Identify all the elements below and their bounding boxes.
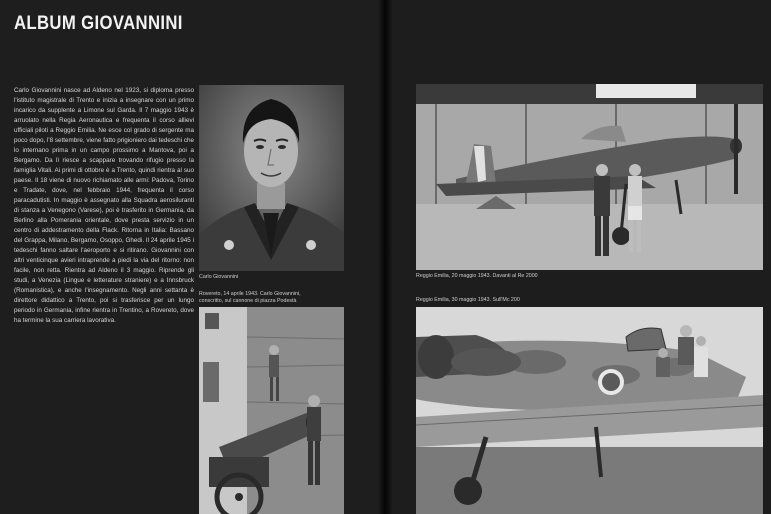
portrait-image — [199, 85, 344, 271]
cannon-photo — [199, 307, 344, 514]
mc200-image — [416, 307, 763, 514]
right-page — [393, 0, 771, 514]
portrait-caption: Carlo Giovannini — [199, 274, 239, 280]
cannon-image — [199, 307, 344, 514]
plane-photo-re2000 — [416, 84, 763, 270]
page-title: ALBUM GIOVANNINI — [14, 13, 183, 34]
cannon-caption-line2: conscritto, sul cannone di piazza Podestà — [199, 298, 297, 304]
plane1-caption: Reggio Emilia, 20 maggio 1943. Davanti al Re 2000 — [416, 273, 538, 279]
re2000-image — [416, 84, 763, 270]
portrait-photo — [199, 85, 344, 271]
left-page — [0, 0, 378, 514]
plane-photo-mc200 — [416, 307, 763, 514]
biography-text: Carlo Giovannini nasce ad Aldeno nel 1923, si diploma presso l'istituto magistrale di Trento e inizia a insegnare con un primo incarico da supplente a Limone sul Garda. Il 7 maggio 1943 è arruolato nella Regia Aeronautica e frequenta il corso allievi ufficiali piloti a Reggio Emilia. Ne esce col grado di sergente ma poco dopo, l'8 settembre, viene fatto prigioniero dai tedeschi che lo internano prima in un campo prossimo a Mantova, poi a Bergamo. Da lì riesce a scappare trovando rifugio presso la famiglia Vitali. Ai primi di ottobre è a Trento, quindi rientra al suo paese. Il 18 viene di nuovo richiamato alle armi: Padova, Torino e Tradate, dove, nel febbraio 1944, frequenta il corso paracadutisti. In maggio è assegnato alla Squadra aerosiluranti di stanza a Venegono (Varese), poi è trasferito in Germania, da Berlino alla Pomerania orientale, dove presta servizio in un centro di addestramento della Flack. Ritorna in Italia: Bassano del Grappa, Milano, Bergamo, Osoppo, Ghedi. Il 24 aprile 1945 i tedeschi fanno saltare l'aeroporto e si ritirano. Giovannini con altri venticinque avieri intraprende a piedi la via del ritorno: non facile, non retta. Rientra ad Aldeno il 3 maggio. Riprende gli studi, a Venezia (Lingue e letterature straniere) e a Innsbruck (Romanistica), e anche l'insegnamento. Negli anni settanta è direttore didattico a Trento, poi si trasferisce per un lungo periodo in Germania, infine rientra in Trentino, a Rovereto, dove ha termine la sua carriera lavorativa. — [14, 87, 194, 324]
plane2-caption: Reggio Emilia, 30 maggio 1943. Sull'Mc 200 — [416, 297, 520, 303]
cannon-caption-line1: Rovereto, 14 aprile 1943. Carlo Giovannini, — [199, 291, 301, 297]
book-gutter — [378, 0, 393, 514]
